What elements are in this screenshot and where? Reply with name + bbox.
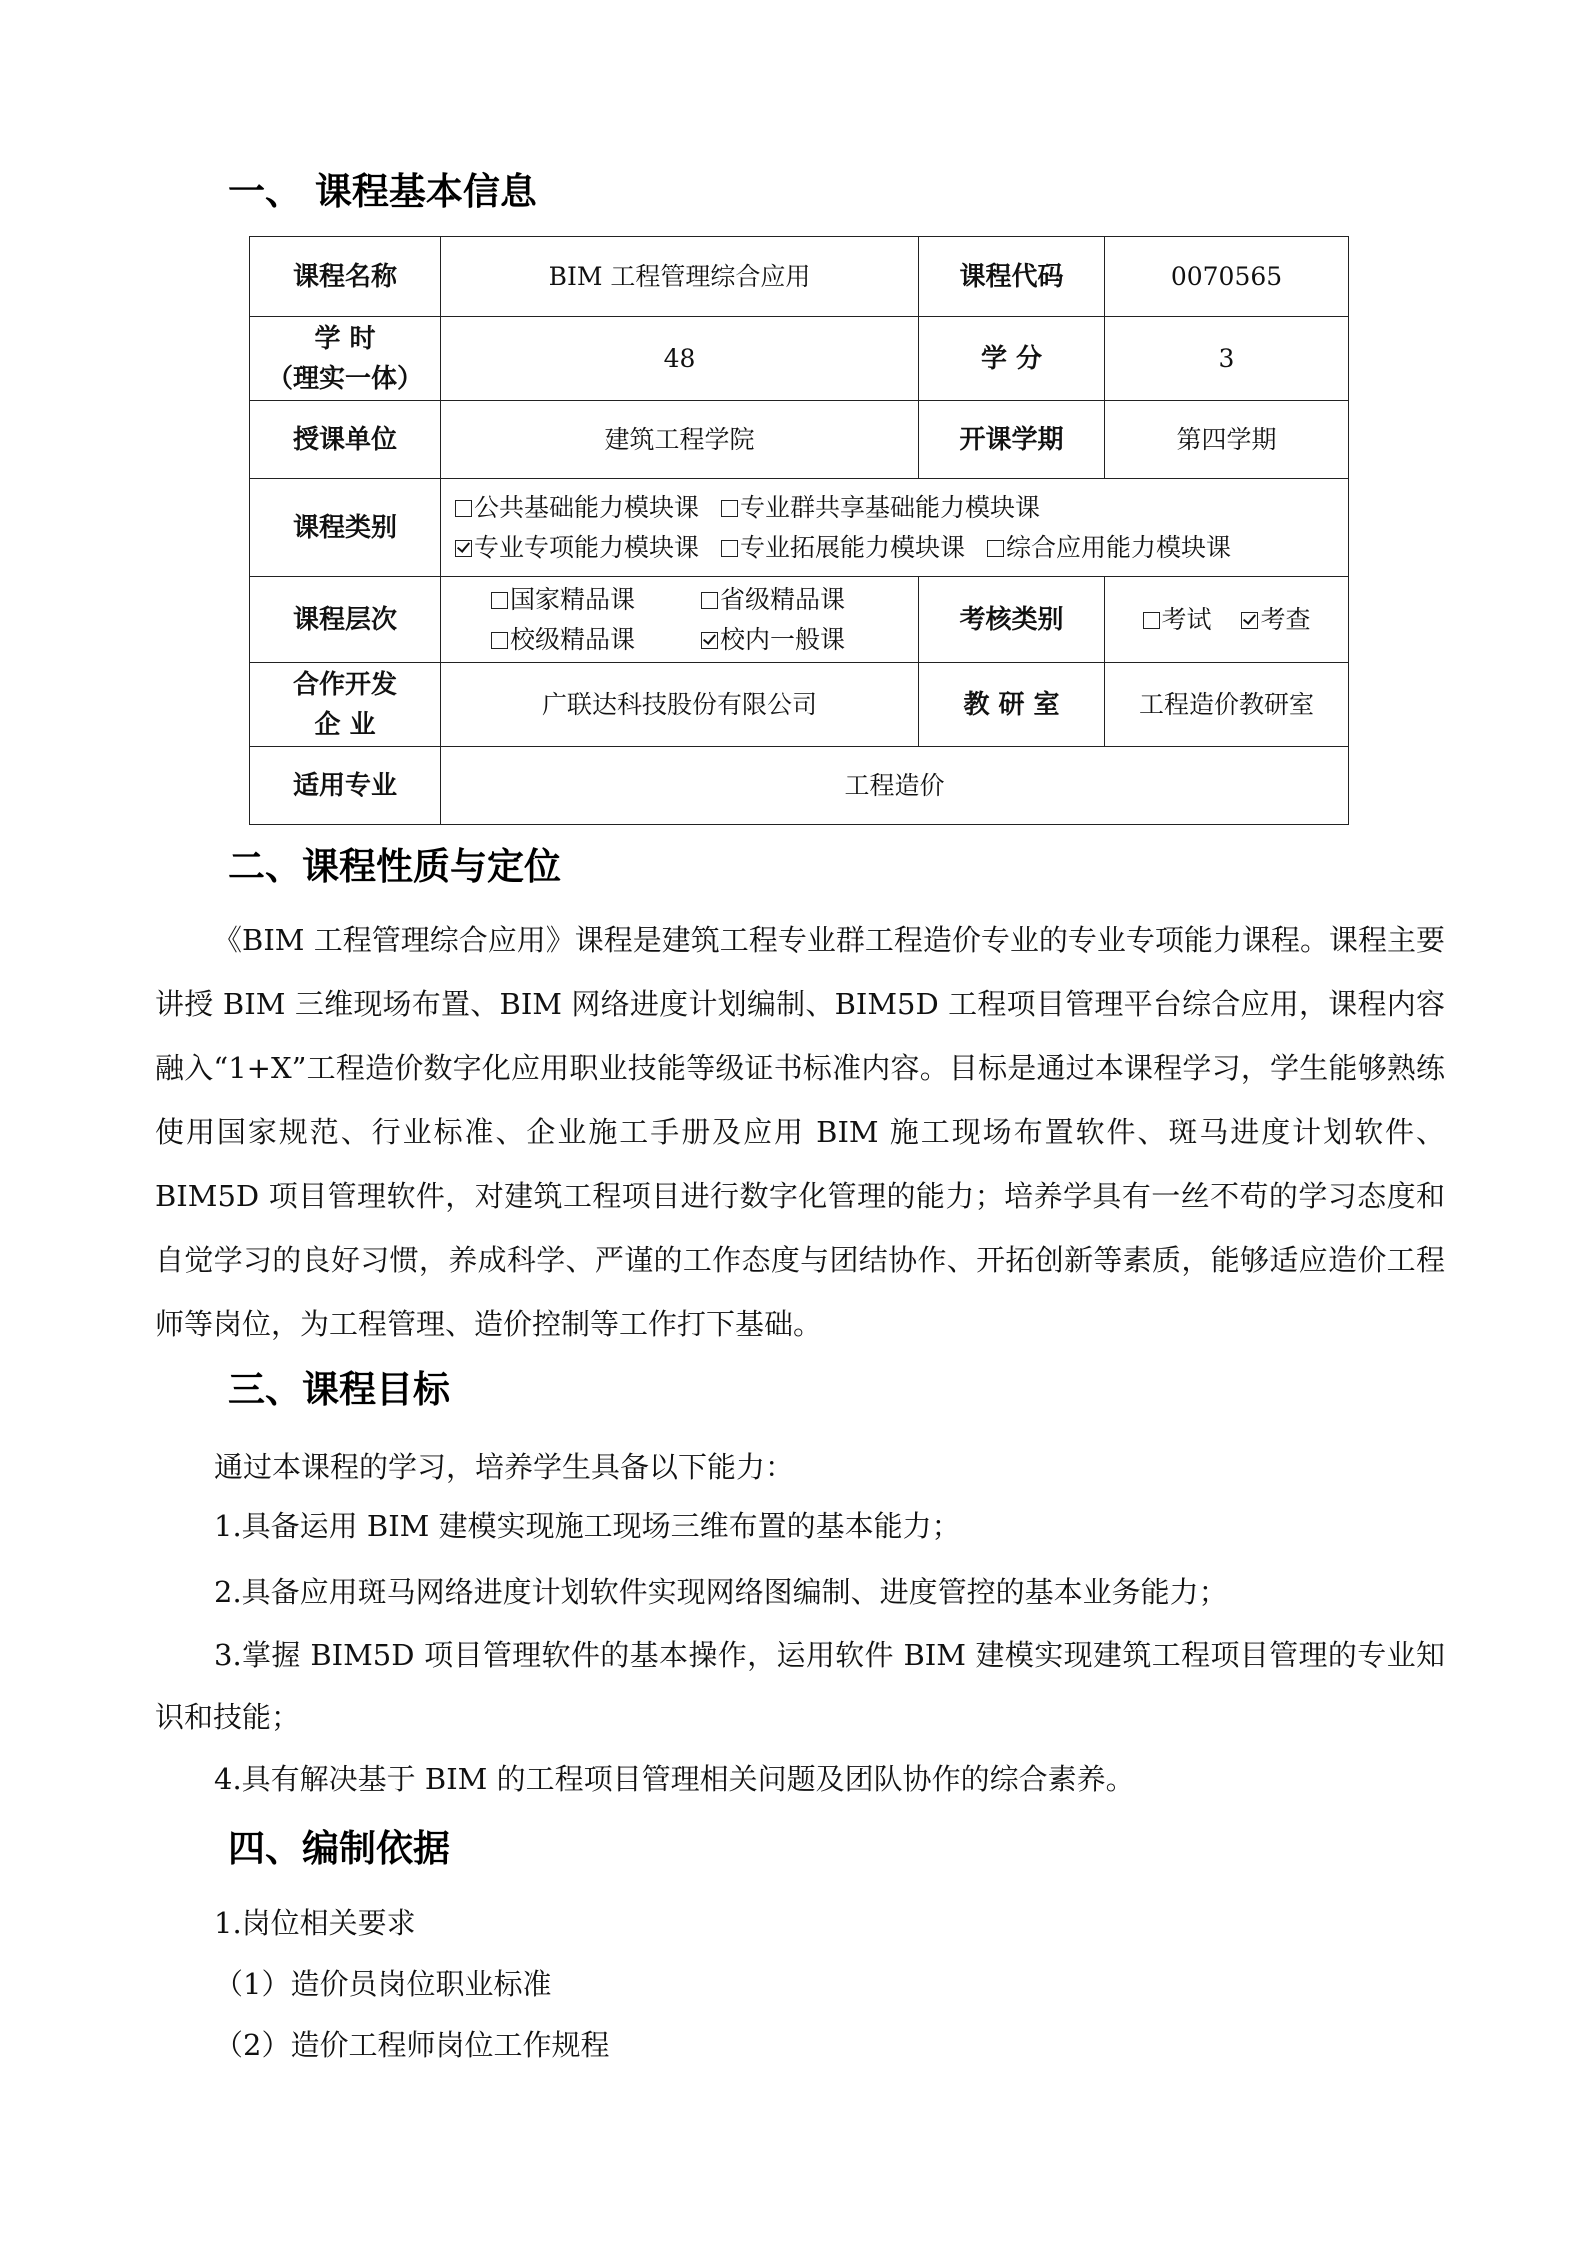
term-label: 开课学期 — [919, 401, 1105, 479]
category-option[interactable] — [721, 533, 965, 562]
level-option-label: 校级精品课 — [510, 624, 636, 654]
checkbox-icon[interactable] — [701, 592, 718, 609]
level-option-label: 省级精品课 — [720, 584, 846, 614]
section-heading-goals: 三、课程目标 — [228, 1368, 450, 1411]
goal-item: 4.具有解决基于 BIM 的工程项目管理相关问题及团队协作的综合素养。 — [214, 1762, 1135, 1796]
level-option-label: 校内一般课 — [720, 624, 846, 654]
goal-item: 3.掌握 BIM5D 项目管理软件的基本操作，运用软件 BIM 建模实现建筑工程项目管理的专业知识和技能； — [155, 1638, 1445, 1734]
unit-label: 授课单位 — [250, 401, 441, 479]
course-nature-paragraph: 《BIM 工程管理综合应用》课程是建筑工程专业群工程造价专业的专业专项能力课程。课程主要讲授 BIM 三维现场布置、BIM 网络进度计划编制、BIM5D 工程项目管理平台综合应用，课程内容融入“1+X”工程造价数字化应用职业技能等级证书标准内容。目标是通过本课程学习，学生能够熟练使用国家规范、行业标准、企业施工手册及应用 BIM 施工现场布置软件、斑马进度计划软件、BIM5D 项目管理软件，对建筑工程项目进行数字化管理的能力；培养学具有一丝不苟的学习态度和自觉学习的良好习惯，养成科学、严谨的工作态度与团结协作、开拓创新等素质，能够适应造价工程师等岗位，为工程管理、造价控制等工作打下基础。 — [155, 923, 1445, 1341]
category-option-label: 专业专项能力模块课 — [474, 532, 700, 562]
checkbox-icon[interactable] — [1143, 612, 1160, 629]
category-option-label: 专业群共享基础能力模块课 — [739, 492, 1040, 522]
level-options — [441, 577, 919, 663]
hours-label — [250, 317, 441, 401]
partner-label — [250, 663, 441, 747]
partner-value: 广联达科技股份有限公司 — [441, 663, 919, 747]
assess-option-label: 考试 — [1161, 604, 1212, 634]
category-option-label: 专业拓展能力模块课 — [739, 532, 965, 562]
checkbox-icon[interactable] — [455, 500, 472, 517]
goal-item: 2.具备应用斑马网络进度计划软件实现网络图编制、进度管控的基本业务能力； — [214, 1575, 1228, 1609]
hours-label-line1: 学 时 — [314, 323, 376, 354]
basis-item: （1）造价员岗位职业标准 — [214, 1967, 552, 2001]
credits-label: 学 分 — [919, 317, 1105, 401]
checkbox-icon[interactable] — [721, 500, 738, 517]
checkbox-icon[interactable] — [491, 632, 508, 649]
basis-subheading: 1.岗位相关要求 — [214, 1906, 416, 1940]
checkbox-icon[interactable] — [987, 540, 1004, 557]
course-code-label: 课程代码 — [919, 237, 1105, 317]
term-value: 第四学期 — [1105, 401, 1349, 479]
level-option[interactable] — [491, 620, 701, 660]
assess-options — [1105, 577, 1349, 663]
goals-intro: 通过本课程的学习，培养学生具备以下能力： — [214, 1450, 795, 1484]
section-heading-basic-info: 一、 课程基本信息 — [228, 170, 537, 213]
assess-option[interactable] — [1143, 605, 1212, 634]
checkbox-icon[interactable] — [455, 540, 472, 557]
credits-value: 3 — [1105, 317, 1349, 401]
category-option-label: 公共基础能力模块课 — [474, 492, 700, 522]
category-options — [441, 479, 1349, 577]
hours-value: 48 — [441, 317, 919, 401]
checkbox-icon[interactable] — [1241, 612, 1258, 629]
section-heading-basis: 四、编制依据 — [228, 1827, 450, 1870]
partner-label-line2: 企 业 — [314, 709, 376, 740]
office-value: 工程造价教研室 — [1105, 663, 1349, 747]
level-option[interactable] — [701, 585, 845, 614]
level-option[interactable] — [491, 580, 701, 620]
category-option[interactable] — [455, 493, 699, 522]
course-name-value: BIM 工程管理综合应用 — [441, 237, 919, 317]
section-heading-nature: 二、课程性质与定位 — [228, 845, 561, 888]
assess-option[interactable] — [1241, 605, 1310, 634]
category-option[interactable] — [987, 533, 1231, 562]
checkbox-icon[interactable] — [721, 540, 738, 557]
assess-label: 考核类别 — [919, 577, 1105, 663]
course-name-label: 课程名称 — [250, 237, 441, 317]
partner-label-line1: 合作开发 — [292, 669, 397, 700]
category-option[interactable] — [455, 533, 699, 562]
office-label: 教 研 室 — [919, 663, 1105, 747]
level-option[interactable] — [701, 625, 845, 654]
checkbox-icon[interactable] — [491, 592, 508, 609]
goal-item: 1.具备运用 BIM 建模实现施工现场三维布置的基本能力； — [214, 1509, 961, 1543]
course-code-value: 0070565 — [1105, 237, 1349, 317]
category-option[interactable] — [721, 493, 1040, 522]
course-info-table — [249, 236, 1349, 825]
level-label: 课程层次 — [250, 577, 441, 663]
basis-item: （2）造价工程师岗位工作规程 — [214, 2028, 610, 2062]
level-option-label: 国家精品课 — [510, 584, 636, 614]
category-label: 课程类别 — [250, 479, 441, 577]
unit-value: 建筑工程学院 — [441, 401, 919, 479]
hours-label-line2: （理实一体） — [266, 363, 423, 394]
assess-option-label: 考查 — [1260, 604, 1311, 634]
category-option-label: 综合应用能力模块课 — [1005, 532, 1231, 562]
major-value: 工程造价 — [441, 747, 1349, 825]
checkbox-icon[interactable] — [701, 632, 718, 649]
major-label: 适用专业 — [250, 747, 441, 825]
